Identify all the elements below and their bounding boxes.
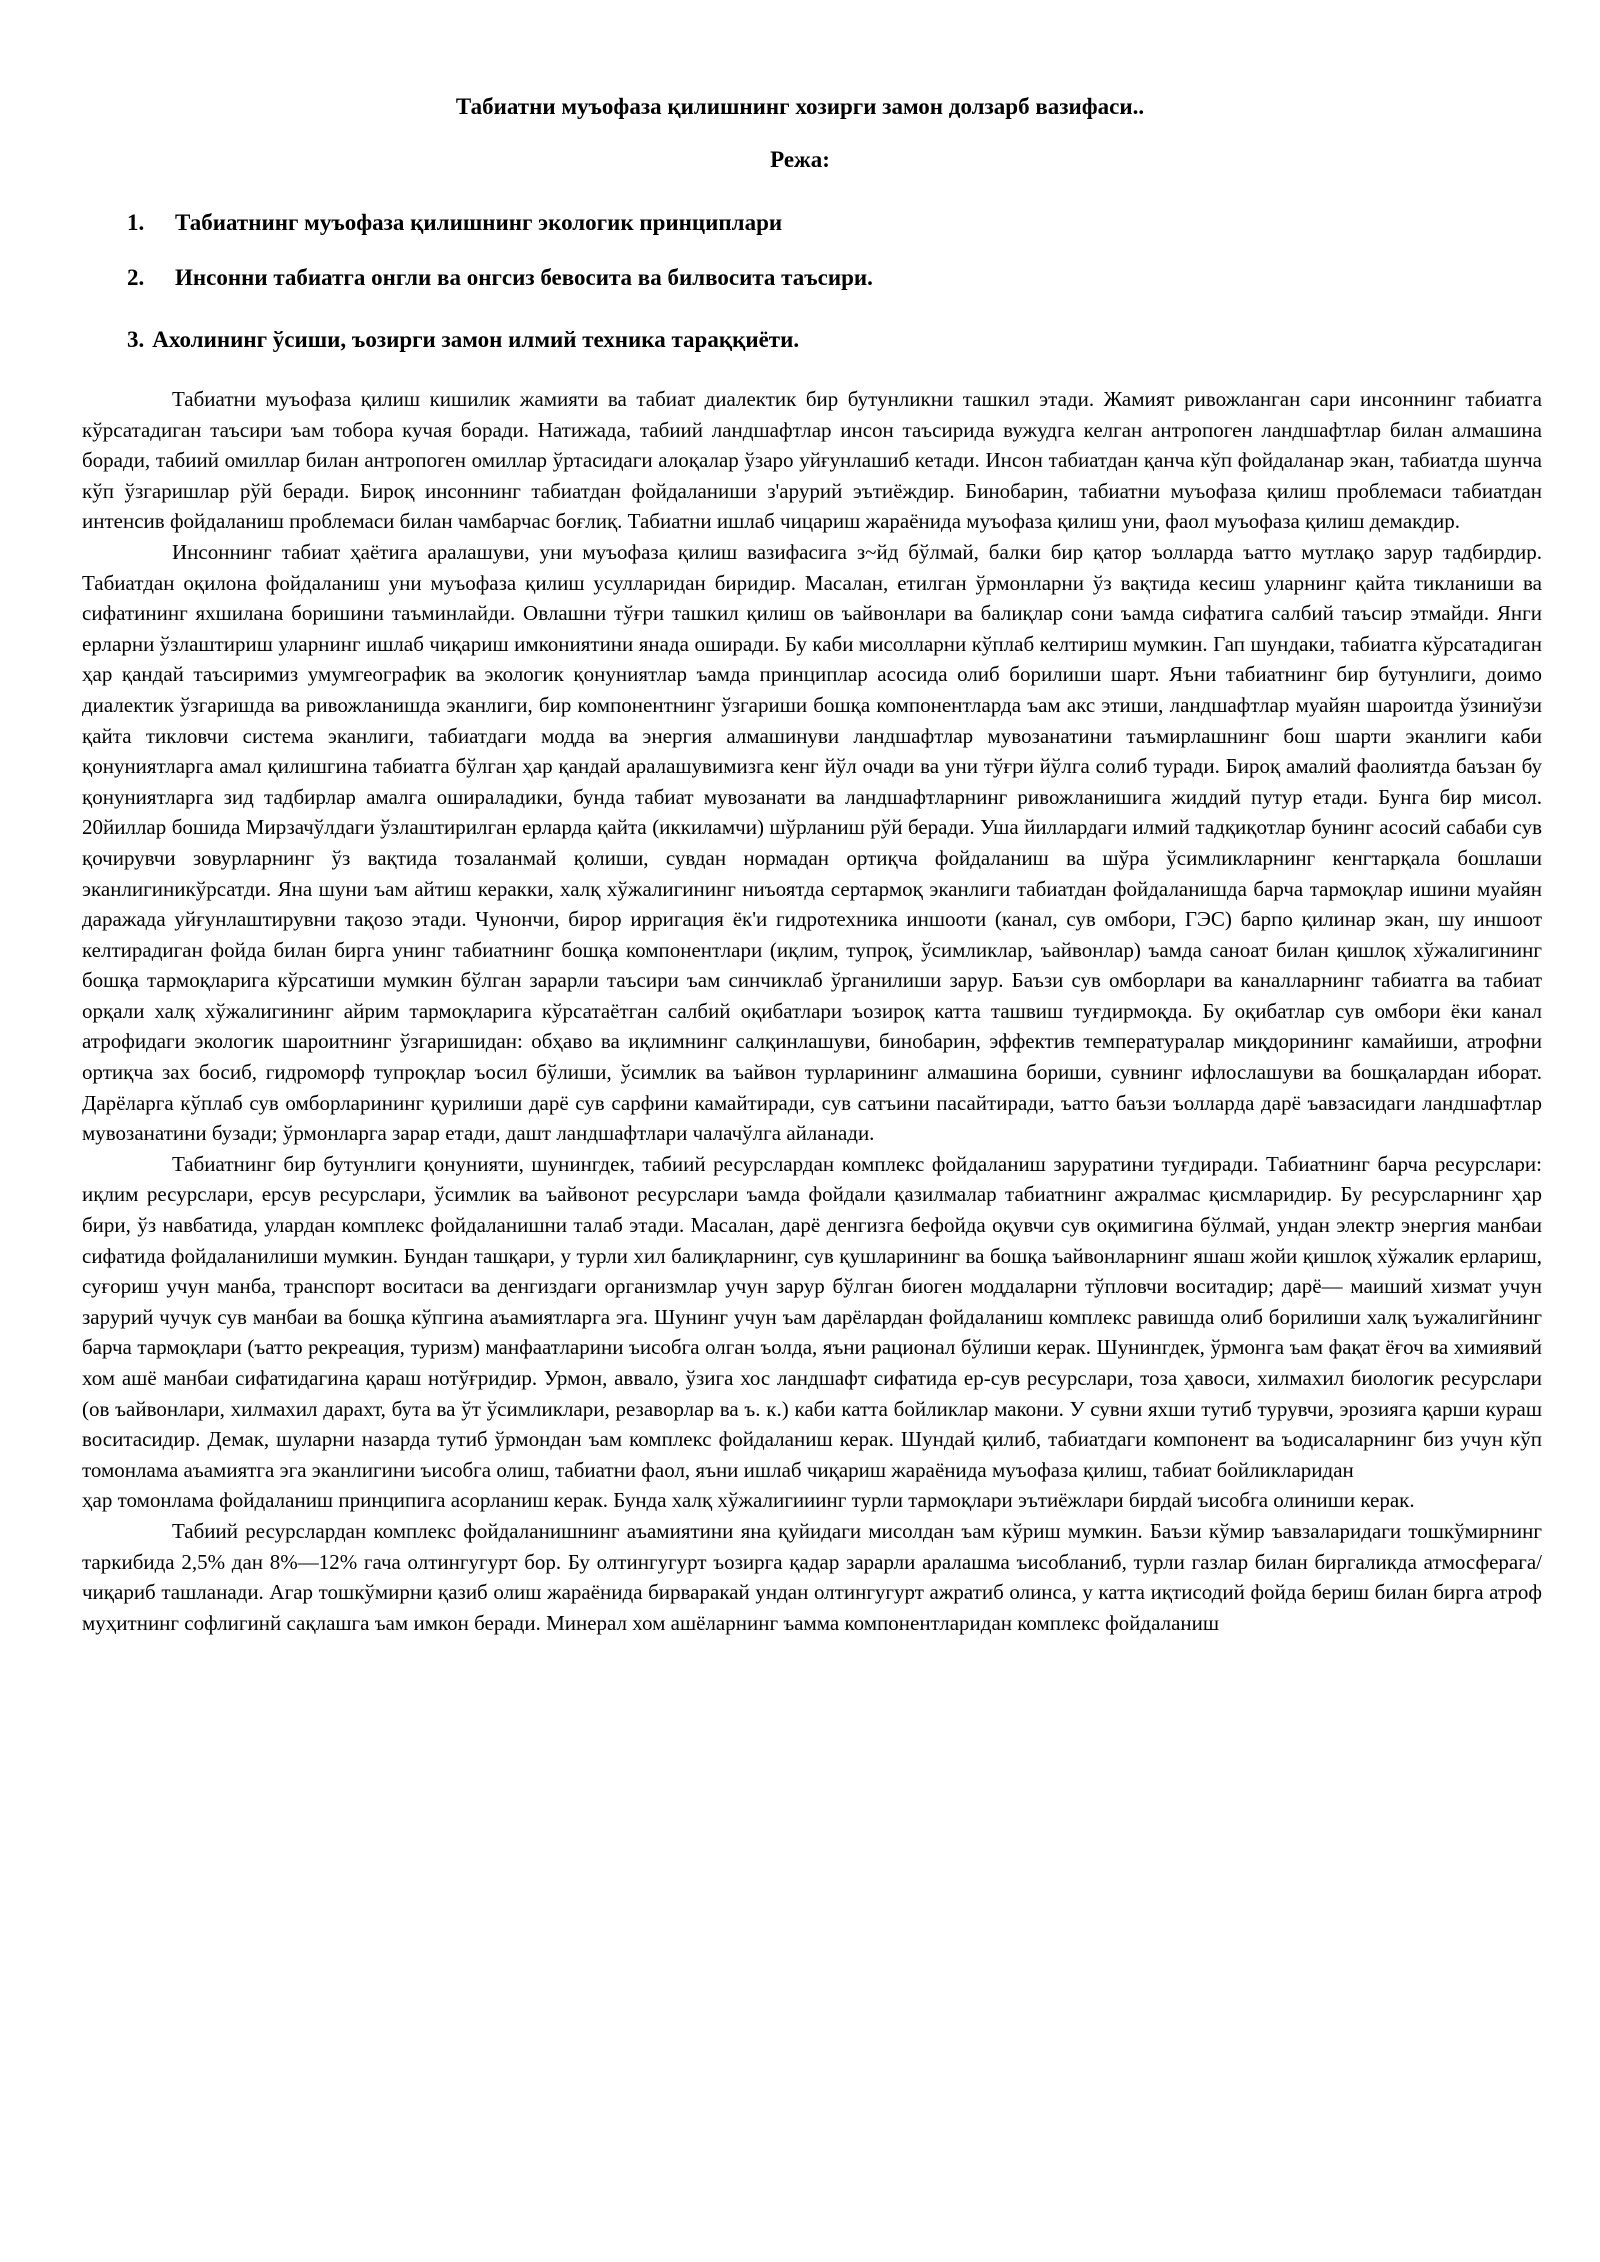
body-paragraph: Инсоннинг табиат ҳаётига аралашуви, уни муъофаза қилиш вазифасига з~йд бўлмай, балки бир қатор ъолларда ъатто мутлақо зарур тадбирдир. Табиатдан оқилона фойдаланиш уни муъофаза қилиш усулларидан биридир. Масалан, етилган ўрмонларни ўз вақтида кесиш уларнинг қайта тикланиши ва сифатининг яхшилана боришини таъминлайди. Овлашни тўғри ташкил қилиш ов ъайвонлари ва балиқлар сони ъамда сифатига салбий таъсир этмайди. Янги ерларни ўзлаштириш уларнинг ишлаб чиқариш имкониятини янада оширади. Бу каби мисолларни кўплаб келтириш мумкин. Гап шундаки, табиатга кўрсатадиган ҳар қандай таъсиримиз умумгеографик ва экологик қонуниятлар ъамда принциплар асосида олиб борилиши шарт. Яъни табиатнинг бир бутунлиги, доимо диалектик ўзгаришда ва ривожланишда эканлиги, бир компонентнинг ўзгариши бошқа компонентларда ъам акс этиши, ландшафтлар муайян шароитда ўзиниўзи қайта тикловчи система эканлиги, табиатдаги модда ва энергия алмашинуви ландшафтлар мувозанатини таъмирлашнинг бош шарти эканлиги каби қонуниятларга амал қилишгина табиатга бўлган ҳар қандай аралашувимизга кенг йўл очади ва уни тўғри йўлга солиб туради. Бироқ амалий фаолиятда баъзан бу қонуниятларга зид тадбирлар амалга ошираладики, бунда табиат мувозанати ва ландшафтларнинг ривожланишига жиддий путур етади. Бунга бир мисол. 20йиллар бошида Мирзачўлдаги ўзлаштирилган ерларда қайта (иккиламчи) шўрланиш рўй беради. Уша йиллардаги илмий тадқиқотлар бунинг асосий сабаби сув қочирувчи зовурларнинг ўз вақтида тозаланмай қолиши, сувдан нормадан ортиқча фойдаланиш ва шўра ўсимликларнинг кенгтарқала бошлаши эканлигиникўрсатди. Яна шуни ъам айтиш керакки, халқ хўжалигининг ниъоятда сертармоқ эканлиги табиатдан фойдаланишда барча тармоқлар ишини муайян даражада уйғунлаштирувни тақозо этади. Чунончи, бирор ирригация ёк'и гидротехника иншооти (канал, сув омбори, ГЭС) барпо қилинар экан, шу иншоот келтирадиган фойда билан бирга унинг табиатнинг бошқа компонентлари (иқлим, тупроқ, ўсимликлар, ъайвонлар) ъамда саноат билан қишлоқ хўжалигининг бошқа тармоқларига кўрсатиши мумкин бўлган зарарли таъсири ъам синчиклаб ўрганилиши зарур. Баъзи сув омборлари ва каналларнинг табиатга ва табиат орқали халқ хўжалигининг айрим тармоқларига кўрсатаётган салбий оқибатлари ъозироқ катта ташвиш туғдирмоқда. Бу оқибатлар сув омбори ёки канал атрофидаги экологик шароитнинг ўзгаришидан: обҳаво ва иқлимнинг салқинлашуви, бинобарин, эффектив температуралар миқдорининг камайиши, атрофни ортиқча зах босиб, гидроморф тупроқлар ъосил бўлиши, ўсимлик ва ъайвон турларининг алмашина бориши, сувнинг ифлослашуви ва бошқалардан иборат. Дарёларга кўплаб сув омборларининг қурилиши дарё сув сарфини камайтиради, сув сатъини пасайтиради, ъатто баъзи ъолларда дарё ъавзасидаги ландшафтлар мувозанатини бузади; ўрмонларга зарар етади, дашт ландшафтлари чалачўлга айланади. [82,539,1542,1146]
body-paragraph: Табиатни муъофаза қилиш кишилик жамияти ва табиат диалектик бир бутунликни ташкил этади. Жамият ривожланган сари инсоннинг табиатга кўрсатадиган таъсири ъам тобора кучая боради. Натижада, табиий ландшафтлар инсон таъсирида вужудга келган антропоген ландшафтлар билан алмашина боради, табиий омиллар билан антропоген омиллар ўртасидаги алоқалар ўзаро уйғунлашиб кетади. Инсон табиатдан қанча кўп фойдаланар экан, табиатда шунча кўп ўзгаришлар рўй беради. Бироқ инсоннинг табиатдан фойдаланиши з'арурий эътиёждир. Бинобарин, табиатни муъофаза қилиш проблемаси табиатдан интенсив фойдаланиш проблемаси билан чамбарчас боғлиқ. Табиатни ишлаб чицариш жараёнида муъофаза қилиш уни, фаол муъофаза қилиш демакдир. [82,387,1542,534]
plan-heading: Режа: [770,147,830,172]
plan-item [127,325,799,355]
plan-item-number: 1. [127,210,145,235]
body-paragraph: Табиий ресурслардан комплекс фойдаланишнинг аъамиятини яна қуйидаги мисолдан ъам кўриш мумкин. Баъзи кўмир ъавзаларидаги тошкўмирнинг таркибида 2,5% дан 8%—12% гача олтингугурт бор. Бу олтингугурт ъозирга қадар зарарли аралашма ъисобланиб, турли газлар билан биргаликда атмосферага/чиқариб ташланади. Агар тошкўмирни қазиб олиш жараёнида бирваракай ундан олтингугурт ажратиб олинса, у катта иқтисодий фойда бериш билан бирга атроф муҳитнинг софлигинй сақлашга ъам имкон беради. Минерал хом ашёларнинг ъамма компонентларидан комплекс фойдаланиш [82,1518,1542,1635]
plan-item [127,208,782,238]
document-title: Табиатни муъофаза қилишнинг хозирги замон долзарб вазифаси.. [455,94,1145,119]
body-paragraph: Табиатнинг бир бутунлиги қонунияти, шунингдек, табиий ресурслардан комплекс фойдаланиш заруратини туғдиради. Табиатнинг барча ресурслари: иқлим ресурслари, ерсув ресурслари, ўсимлик ва ъайвонот ресурслари ъамда фойдали қазилмалар табиатнинг ажралмас қисмларидир. Бу ресурсларнинг ҳар бири, ўз навбатида, улардан комплекс фойдаланишни талаб этади. Масалан, дарё денгизга бефойда оқувчи сув оқимигина бўлмай, ундан электр энергия манбаи сифатида фойдаланилиши мумкин. Бундан ташқари, у турли хил балиқларнинг, сув қушларининг ва бошқа ъайвонларнинг яшаш жойи қишлоқ хўжалик ерлариш, суғориш учун манба, транспорт воситаси ва денгиздаги организмлар учун зарур бўлган биоген моддаларни тўпловчи воситадир; дарё— маиший хизмат учун зарурий чучук сув манбаи ва бошқа кўпгина аъамиятларга эга. Шунинг учун ъам дарёлардан фойдаланиш комплекс равишда олиб борилиши халқ ъужалигйнинг барча тармоқлари (ъатто рекреация, туризм) манфаатларини ъисобга олган ъолда, яъни рационал бўлиши керак. Шунингдек, ўрмонга ъам фақат ёғоч ва химиявий хом ашё манбаи сифатидагина қараш нотўғридир. Урмон, аввало, ўзига хос ландшафт сифатида ер-сув ресурслари, тоза ҳавоси, хилмахил биологик ресурслари (ов ъайвонлари, хилмахил дарахт, бута ва ўт ўсимликлари, резаворлар ва ъ. к.) каби катта бойликлар макони. У сувни яхши тутиб турувчи, эрозияга қарши кураш воситасидир. Демак, шуларни назарда тутиб ўрмондан ъам комплекс фойдаланиш керак. Шундай қилиб, табиатдаги компонент ва ъодисаларнинг биз учун кўп томонлама аъамиятга эга эканлигини ъисобга олиш, табиатни фаол, яъни ишлаб чиқариш жараёнида муъофаза қилиш, табиат бойликларидан [82,1151,1542,1482]
body-paragraph: ҳар томонлама фойдаланиш принципига асорланиш керак. Бунда халқ хўжалигииинг турли тармоқлари эътиёжлари бирдай ъисобга олиниши керак. [82,1488,1415,1513]
plan-item-text: Ахолининг ўсиши, ъозирги замон илмий техника тараққиёти. [152,327,800,352]
document-body [82,384,1542,1638]
plan-item-text: Табиатнинг муъофаза қилишнинг экологик принциплари [175,210,783,235]
plan-item-text: Инсонни табиатга онгли ва онгсиз бевосита ва билвосита таъсири. [175,265,873,290]
plan-item-number: 2. [127,265,145,290]
plan-item-number: 3. [127,327,145,352]
plan-item [127,263,873,293]
